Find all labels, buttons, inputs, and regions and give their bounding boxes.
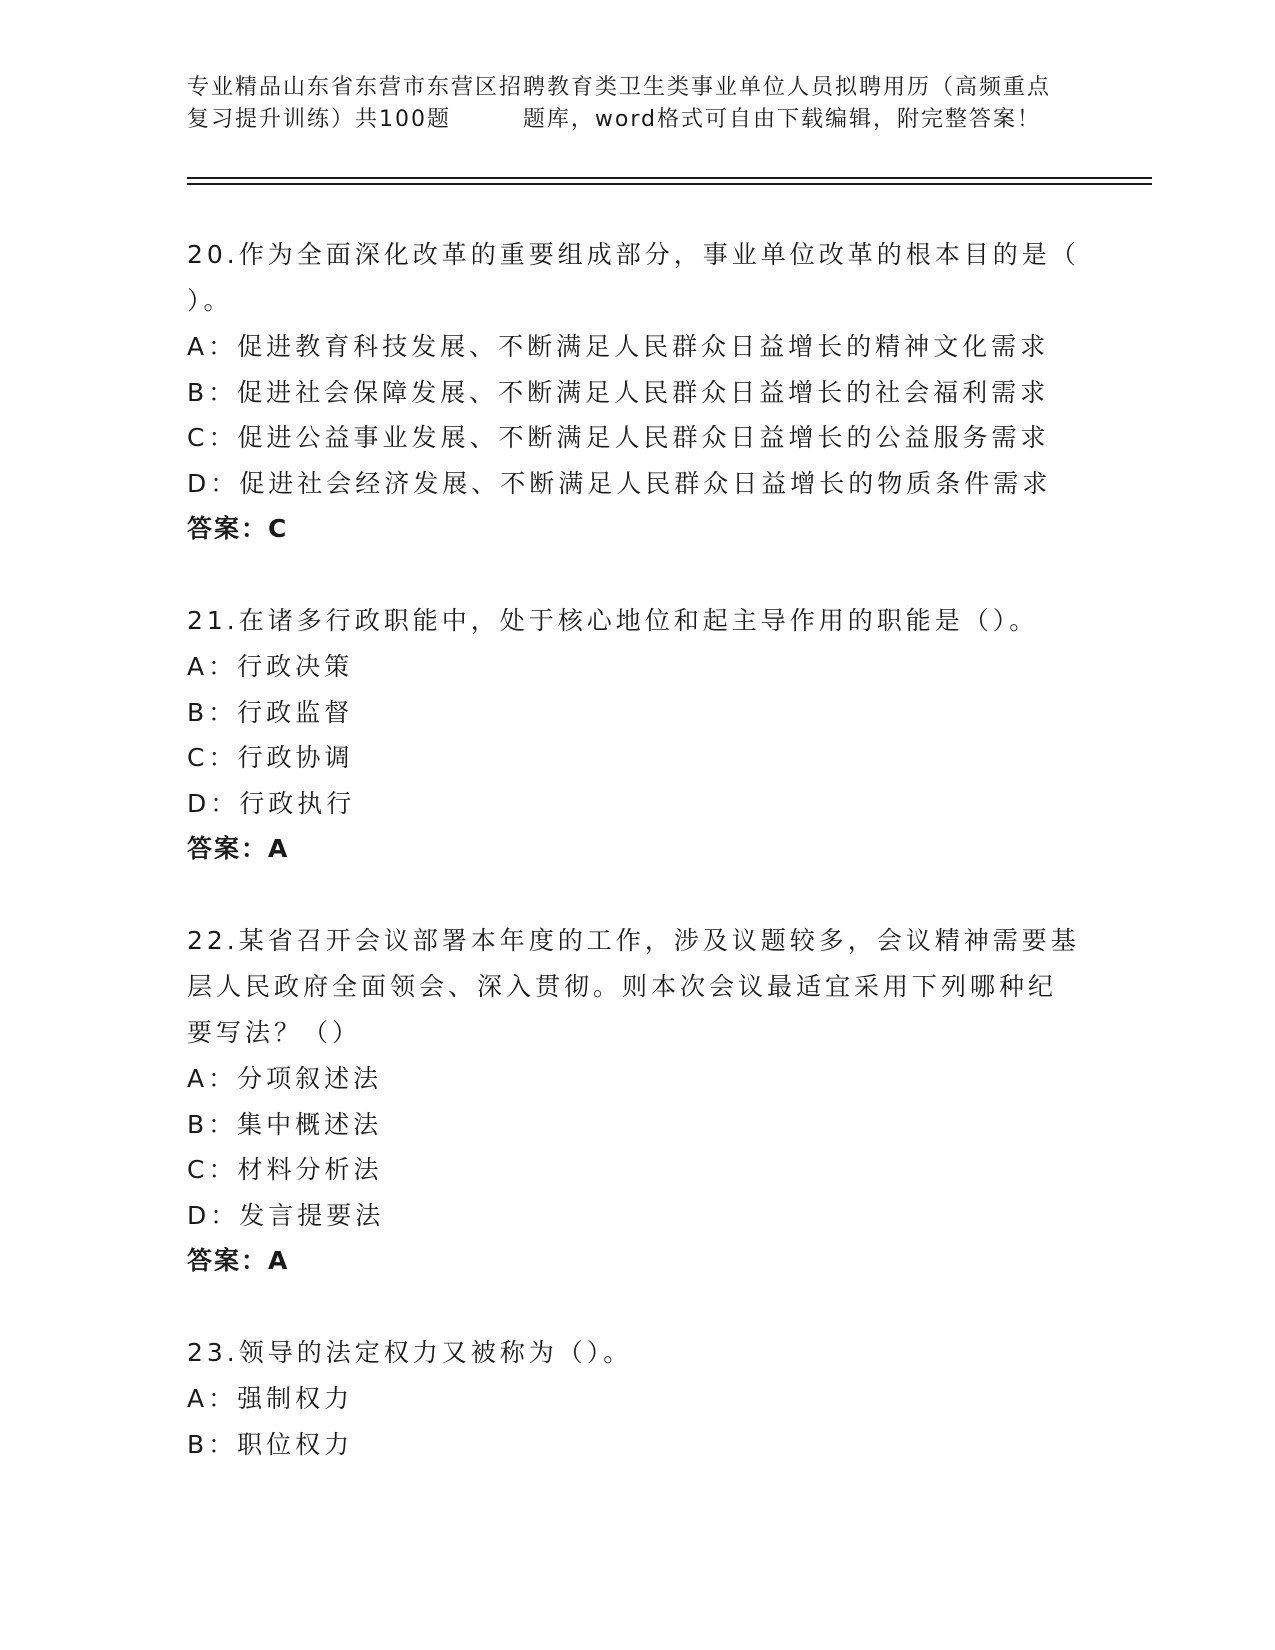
question-stem-line: 23.领导的法定权力又被称为（）。 [187,1338,633,1367]
header-rule-bottom [187,183,1152,185]
question-22 [187,918,1087,1284]
header-line-1: 专业精品山东省东营市东营区招聘教育类卫生类事业单位人员拟聘用历（高频重点 [187,75,1052,100]
header-line-2: 复习提升训练）共100题 题库，word格式可自由下载编辑，附完整答案！ [187,107,1042,132]
question-stem-line: 要写法？（） [187,1018,362,1047]
option-b: B：促进社会保障发展、不断满足人民群众日益增长的社会福利需求 [187,377,1050,407]
answer: 答案：A [187,1246,290,1275]
option-b: B：职位权力 [187,1429,354,1459]
question-stem-line: 层人民政府全面领会、深入贯彻。则本次会议最适宜采用下列哪种纪 [187,972,1058,1001]
option-a: A：行政决策 [187,652,354,681]
question-stem-line: 20.作为全面深化改革的重要组成部分，事业单位改革的根本目的是（ [187,240,1080,269]
question-stem-line: 21.在诸多行政职能中，处于核心地位和起主导作用的职能是（）。 [187,606,1039,635]
question-stem [187,598,1087,644]
option-c: C：行政协调 [187,743,354,772]
option-d: D：行政执行 [187,788,356,818]
question-stem-line: ）。 [187,286,233,315]
option-a: A：强制权力 [187,1384,354,1413]
option-a: A：促进教育科技发展、不断满足人民群众日益增长的精神文化需求 [187,332,1050,361]
header-rule-top [187,177,1152,179]
question-21 [187,598,1087,872]
question-stem-line: 22.某省召开会议部署本年度的工作，涉及议题较多，会议精神需要基 [187,926,1080,955]
question-stem [187,232,1087,324]
answer: 答案：A [187,834,290,863]
option-d: D：促进社会经济发展、不断满足人民群众日益增长的物质条件需求 [187,468,1052,498]
option-c: C：促进公益事业发展、不断满足人民群众日益增长的公益服务需求 [187,423,1050,452]
question-23 [187,1330,1087,1467]
option-c: C：材料分析法 [187,1155,383,1184]
answer: 答案：C [187,514,289,543]
option-d: D：发言提要法 [187,1200,385,1230]
question-stem [187,918,1087,1056]
option-a: A：分项叙述法 [187,1064,383,1093]
question-stem [187,1330,1087,1376]
question-list [187,232,1087,1513]
option-b: B：行政监督 [187,697,354,727]
question-20 [187,232,1087,552]
document-header [187,72,1087,136]
option-b: B：集中概述法 [187,1109,383,1139]
